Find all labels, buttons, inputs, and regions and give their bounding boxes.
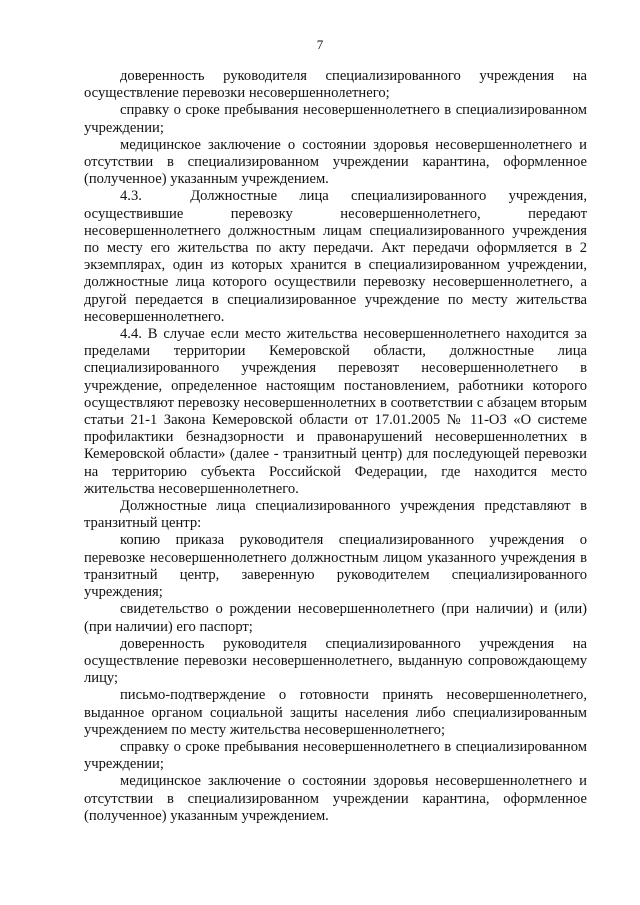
document-body bbox=[84, 68, 591, 825]
paragraph-section-4-3: 4.3. Должностные лица специализированного учреждения, осуществившие перевозку несовершеннолетнего, передают несовершеннолетнего должностным лицам специализированного учреждения по месту его жительства по акту передачи. Акт передачи оформляется в 2 экземплярах, один из которых хранится в специализированном учреждении, должностные лица которого осуществили перевозку несовершеннолетнего, а другой передается в специализированное учреждение по месту жительства несовершеннолетнего. bbox=[84, 188, 591, 325]
paragraph-medical-report: медицинское заключение о состоянии здоровья несовершеннолетнего и отсутствии в специализированном учреждении карантина, оформленное (полученное) указанным учреждением. bbox=[84, 136, 591, 188]
paragraph-birth-certificate: свидетельство о рождении несовершеннолетнего (при наличии) и (или) (при наличии) его паспорт; bbox=[84, 601, 591, 635]
paragraph-transit-center-intro: Должностные лица специализированного учреждения представляют в транзитный центр: bbox=[84, 498, 591, 532]
paragraph-section-4-4: 4.4. В случае если место жительства несовершеннолетнего находится за пределами территории Кемеровской области, должностные лица специализированного учреждения перевозят несовершеннолетнего в учреждение, определенное настоящим постановлением, работники которого осуществляют перевозку несовершеннолетних в соответствии с абзацем вторым статьи 21-1 Закона Кемеровской области от 17.01.2005 № 11-ОЗ «О системе профилактики безнадзорности и правонарушений несовершеннолетних в Кемеровской области» (далее - транзитный центр) для последующей перевозки на территорию субъекта Российской Федерации, где находится место жительства несовершеннолетнего. bbox=[84, 326, 591, 497]
page-number: 7 bbox=[316, 37, 324, 52]
paragraph-escort-power-of-attorney: доверенность руководителя специализированного учреждения на осуществление перевозки несовершеннолетнего, выданную сопровождающему лицу; bbox=[84, 635, 591, 687]
paragraph-confirmation-letter: письмо-подтверждение о готовности принять несовершеннолетнего, выданное органом социальной защиты населения либо специализированным учреждением по месту жительства несовершеннолетнего; bbox=[84, 687, 591, 738]
paragraph-order-copy: копию приказа руководителя специализированного учреждения о перевозке несовершеннолетнего должностным лицом указанного учреждения в транзитный центр, заверенную руководителем специализированного учреждения; bbox=[84, 532, 591, 601]
paragraph-stay-certificate-2: справку о сроке пребывания несовершеннолетнего в специализированном учреждении; bbox=[84, 738, 591, 773]
paragraph-medical-report-2: медицинское заключение о состоянии здоровья несовершеннолетнего и отсутствии в специализированном учреждении карантина, оформленное (полученное) указанным учреждением. bbox=[84, 773, 591, 824]
paragraph-stay-certificate: справку о сроке пребывания несовершеннолетнего в специализированном учреждении; bbox=[84, 102, 591, 136]
paragraph-power-of-attorney: доверенность руководителя специализированного учреждения на осуществление перевозки несовершеннолетнего; bbox=[84, 68, 591, 102]
